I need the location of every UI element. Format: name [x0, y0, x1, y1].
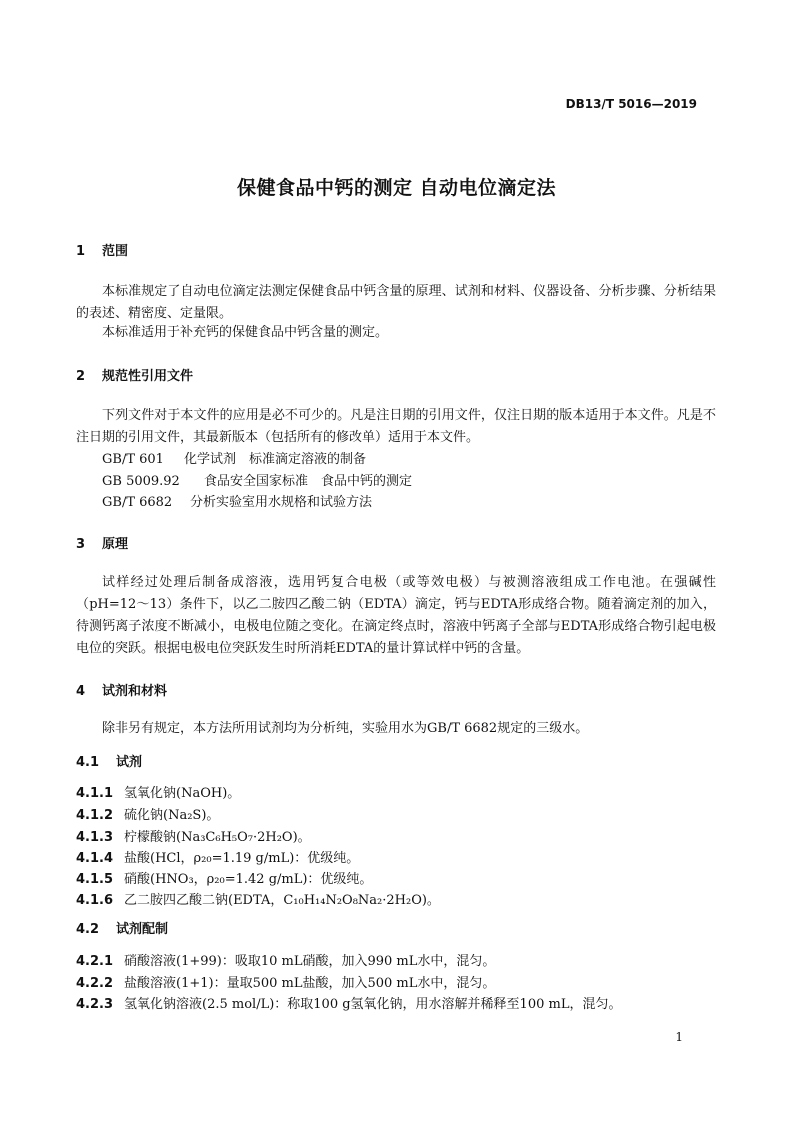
section-3-heading: [76, 533, 128, 552]
item-number: 4.1.3: [76, 830, 114, 845]
item-text: 氢氧化钠(NaOH)。: [124, 786, 241, 801]
list-item: [76, 782, 240, 801]
reference-item: [102, 491, 372, 510]
list-item: [76, 826, 311, 845]
section-1-paragraph-2: 本标准适用于补充钙的保健食品中钙含量的测定。: [102, 325, 389, 340]
item-number: 4.1.5: [76, 872, 114, 887]
reference-code: GB/T 6682: [102, 495, 173, 510]
item-number: 4.2.2: [76, 976, 114, 991]
item-text: 硝酸溶液(1+99)：吸取10 mL硝酸，加入990 mL水中，混匀。: [124, 954, 496, 969]
subsection-number: 4.1: [76, 755, 100, 770]
list-item: [76, 868, 372, 887]
subsection-number: 4.2: [76, 922, 100, 937]
section-4-heading: [76, 680, 167, 699]
page-number: 1: [675, 1030, 683, 1044]
reference-title: 食品安全国家标准 食品中钙的测定: [204, 474, 413, 489]
section-2-paragraph-1: 下列文件对于本文件的应用是必不可少的。凡是注日期的引用文件，仅注日期的版本适用于本文件。凡是不注日期的引用文件，其最新版本（包括所有的修改单）适用于本文件。: [76, 408, 716, 445]
item-text: 盐酸溶液(1+1)：量取500 mL盐酸，加入500 mL水中，混匀。: [124, 976, 496, 991]
reference-title: 分析实验室用水规格和试验方法: [190, 495, 373, 510]
list-item: [76, 993, 621, 1012]
item-number: 4.1.4: [76, 851, 114, 866]
subsection-title: 试剂配制: [116, 922, 169, 937]
item-text: 柠檬酸钠(Na₃C₆H₅O₇·2H₂O)。: [124, 830, 311, 845]
item-number: 4.1.2: [76, 808, 114, 823]
document-code: DB13/T 5016—2019: [565, 97, 697, 111]
section-2-heading: [76, 365, 193, 384]
list-item: [76, 972, 495, 991]
section-1-paragraph-1: 本标准规定了自动电位滴定法测定保健食品中钙含量的原理、试剂和材料、仪器设备、分析步骤、分析结果的表述、精密度、定量限。: [76, 284, 716, 321]
item-text: 硫化钠(Na₂S)。: [124, 808, 220, 823]
reference-item: [102, 470, 412, 489]
reference-title: 化学试剂 标准滴定溶液的制备: [184, 452, 367, 467]
section-number: 2: [76, 369, 86, 384]
section-3-paragraph-1: 试样经过处理后制备成溶液，选用钙复合电极（或等效电极）与被测溶液组成工作电池。在强碱性（pH=12～13）条件下，以乙二胺四乙酸二钠（EDTA）滴定，钙与EDTA形成络合物。随着滴定剂的加入，待测钙离子浓度不断减小，电极电位随之变化。在滴定终点时，溶液中钙离子全部与EDTA形成络合物引起电极电位的突跃。根据电极电位突跃发生时所消耗EDTA的量计算试样中钙的含量。: [76, 575, 716, 656]
section-number: 3: [76, 537, 86, 552]
item-number: 4.1.1: [76, 786, 114, 801]
section-number: 1: [76, 244, 86, 259]
section-title: 原理: [102, 537, 129, 552]
item-number: 4.1.6: [76, 893, 114, 908]
subsection-4-1-heading: [76, 751, 142, 770]
list-item: [76, 950, 495, 969]
reference-code: GB 5009.92: [102, 474, 180, 489]
list-item: [76, 847, 359, 866]
subsection-4-2-heading: [76, 918, 168, 937]
section-title: 规范性引用文件: [102, 369, 194, 384]
section-1-heading: [76, 240, 128, 259]
item-text: 盐酸(HCl，ρ₂₀=1.19 g/mL)：优级纯。: [124, 851, 360, 866]
subsection-title: 试剂: [116, 755, 143, 770]
list-item: [76, 889, 440, 908]
item-text: 硝酸(HNO₃，ρ₂₀=1.42 g/mL)：优级纯。: [124, 872, 373, 887]
section-title: 范围: [102, 244, 129, 259]
item-number: 4.2.1: [76, 954, 114, 969]
document-title: 保健食品中钙的测定 自动电位滴定法: [236, 177, 557, 199]
section-4-paragraph-1: 除非另有规定，本方法所用试剂均为分析纯，实验用水为GB/T 6682规定的三级水。: [102, 721, 589, 736]
item-text: 氢氧化钠溶液(2.5 mol/L)：称取100 g氢氧化钠，用水溶解并稀释至100 mL，混匀。: [124, 997, 622, 1012]
reference-item: [102, 448, 366, 467]
reference-code: GB/T 601: [102, 452, 164, 467]
list-item: [76, 804, 219, 823]
section-title: 试剂和材料: [102, 684, 168, 699]
section-number: 4: [76, 684, 86, 699]
item-text: 乙二胺四乙酸二钠(EDTA，C₁₀H₁₄N₂O₈Na₂·2H₂O)。: [124, 893, 440, 908]
item-number: 4.2.3: [76, 997, 114, 1012]
